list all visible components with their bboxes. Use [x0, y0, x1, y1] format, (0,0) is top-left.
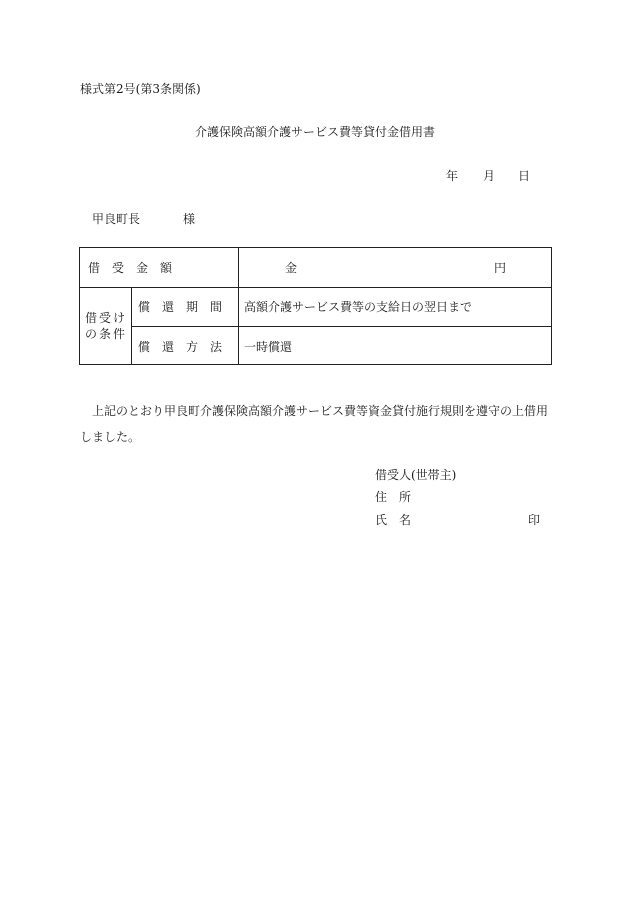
document-title: 介護保険高額介護サービス費等貸付金借用書: [194, 125, 435, 139]
repayment-method-value: 一時償還: [244, 340, 293, 354]
seal-mark: 印: [528, 513, 541, 527]
table-divider-row2: [131, 326, 551, 327]
repayment-method-label: 償 還 方 法: [138, 340, 223, 354]
borrower-name-label: 氏 名: [375, 513, 412, 527]
borrower-label: 借受人(世帯主): [375, 468, 457, 482]
repayment-period-value: 高額介護サービス費等の支給日の翌日まで: [244, 300, 473, 314]
amount-suffix: 円: [494, 261, 507, 275]
agreement-statement: 上記のとおり甲良町介護保険高額介護サービス費等資金貸付施行規則を遵守の上借用しました。: [80, 404, 549, 444]
addressee-name: 甲良町長: [92, 212, 141, 226]
amount-prefix: 金: [285, 261, 298, 275]
date-day-label: 日: [518, 169, 531, 183]
borrower-address-label: 住 所: [375, 490, 412, 504]
date-year-label: 年: [446, 169, 459, 183]
conditions-label-line2: の条件: [85, 327, 128, 341]
table-divider-row1: [80, 287, 551, 288]
addressee-honorific: 様: [183, 212, 196, 226]
table-divider-label-col: [238, 248, 239, 364]
table-divider-conditions-col: [131, 287, 132, 364]
repayment-period-label: 償 還 期 間: [138, 300, 223, 314]
form-number: 様式第2号(第3条関係): [80, 82, 201, 96]
date-month-label: 月: [483, 169, 496, 183]
loan-details-table: [79, 247, 552, 365]
conditions-label-line1: 借受け: [85, 311, 128, 325]
amount-label: 借 受 金 額: [88, 261, 173, 275]
